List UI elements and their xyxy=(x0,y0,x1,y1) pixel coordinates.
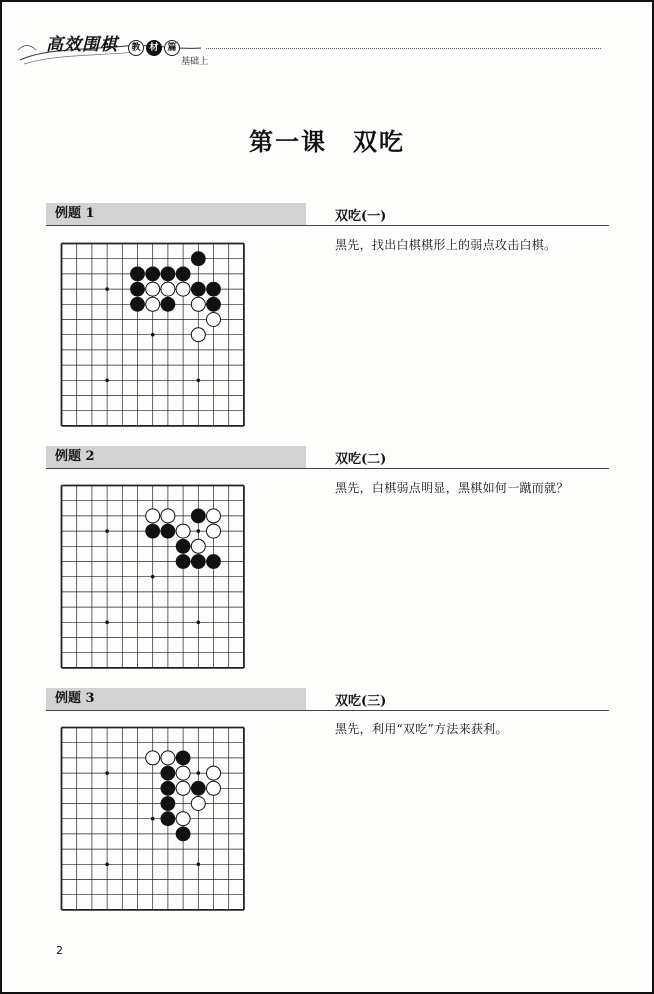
star-point xyxy=(197,529,201,533)
black-stone xyxy=(191,555,205,569)
white-stone xyxy=(176,812,190,826)
example-1-label: 例题 1 xyxy=(46,203,306,225)
star-point xyxy=(197,379,201,383)
header-subtitle: 基础上 xyxy=(181,57,209,67)
black-stone xyxy=(191,282,205,296)
star-point xyxy=(105,529,109,533)
white-stone xyxy=(207,313,221,327)
black-stone xyxy=(131,282,145,296)
badge-jiao: 教 xyxy=(128,40,144,56)
black-stone xyxy=(207,282,221,296)
example-3-subtitle: 双吃(三) xyxy=(335,694,387,709)
white-stone xyxy=(161,509,175,523)
star-point xyxy=(151,817,155,821)
black-stone xyxy=(146,267,160,281)
white-stone xyxy=(191,297,205,311)
section-badges xyxy=(128,40,180,56)
example-2-subtitle: 双吃(二) xyxy=(335,452,387,467)
star-point xyxy=(105,771,109,775)
white-stone xyxy=(176,282,190,296)
star-point xyxy=(105,287,109,291)
black-stone xyxy=(207,555,221,569)
black-stone xyxy=(161,524,175,538)
black-stone xyxy=(131,267,145,281)
black-stone xyxy=(161,797,175,811)
black-stone xyxy=(161,766,175,780)
example-2-header xyxy=(46,446,609,469)
black-stone xyxy=(191,781,205,795)
black-stone xyxy=(131,297,145,311)
running-header xyxy=(16,20,606,70)
header-dotted-rule xyxy=(206,48,601,49)
white-stone xyxy=(146,297,160,311)
black-stone xyxy=(146,524,160,538)
star-point xyxy=(151,575,155,579)
lesson-title: 第一课 双吃 xyxy=(249,127,405,156)
example-3-label: 例题 3 xyxy=(46,688,306,710)
go-board-3 xyxy=(60,726,247,912)
example-1-subtitle: 双吃(一) xyxy=(335,209,387,224)
example-2-label: 例题 2 xyxy=(46,446,306,468)
black-stone xyxy=(176,827,190,841)
example-1-header xyxy=(46,203,609,226)
star-point xyxy=(197,621,201,625)
black-stone xyxy=(176,555,190,569)
black-stone xyxy=(191,509,205,523)
star-point xyxy=(151,333,155,337)
star-point xyxy=(105,863,109,867)
go-board-1 xyxy=(60,242,247,428)
black-stone xyxy=(176,267,190,281)
white-stone xyxy=(161,751,175,765)
white-stone xyxy=(146,282,160,296)
black-stone xyxy=(161,781,175,795)
white-stone xyxy=(146,509,160,523)
black-stone xyxy=(161,267,175,281)
white-stone xyxy=(176,781,190,795)
black-stone xyxy=(161,812,175,826)
star-point xyxy=(197,863,201,867)
white-stone xyxy=(207,766,221,780)
star-point xyxy=(105,379,109,383)
example-2-description: 黑先，白棋弱点明显，黑棋如何一蹴而就？ xyxy=(335,481,569,495)
white-stone xyxy=(207,524,221,538)
white-stone xyxy=(176,766,190,780)
black-stone xyxy=(207,297,221,311)
white-stone xyxy=(146,751,160,765)
white-stone xyxy=(207,781,221,795)
black-stone xyxy=(176,751,190,765)
star-point xyxy=(197,771,201,775)
white-stone xyxy=(207,509,221,523)
page-number: 2 xyxy=(56,944,63,957)
white-stone xyxy=(191,539,205,553)
black-stone xyxy=(191,252,205,266)
white-stone xyxy=(161,282,175,296)
badge-pian: 篇 xyxy=(164,40,180,56)
black-stone xyxy=(161,297,175,311)
example-3-header xyxy=(46,688,609,711)
star-point xyxy=(105,621,109,625)
black-stone xyxy=(176,539,190,553)
brand-title: 高效围棋 xyxy=(46,35,118,55)
example-3-description: 黑先，利用“双吃”方法来获利。 xyxy=(335,722,508,736)
white-stone xyxy=(191,797,205,811)
example-1-description: 黑先，找出白棋棋形上的弱点攻击白棋。 xyxy=(335,238,557,252)
white-stone xyxy=(176,524,190,538)
white-stone xyxy=(191,328,205,342)
badge-cai: 材 xyxy=(146,40,162,56)
go-board-2 xyxy=(60,484,247,670)
